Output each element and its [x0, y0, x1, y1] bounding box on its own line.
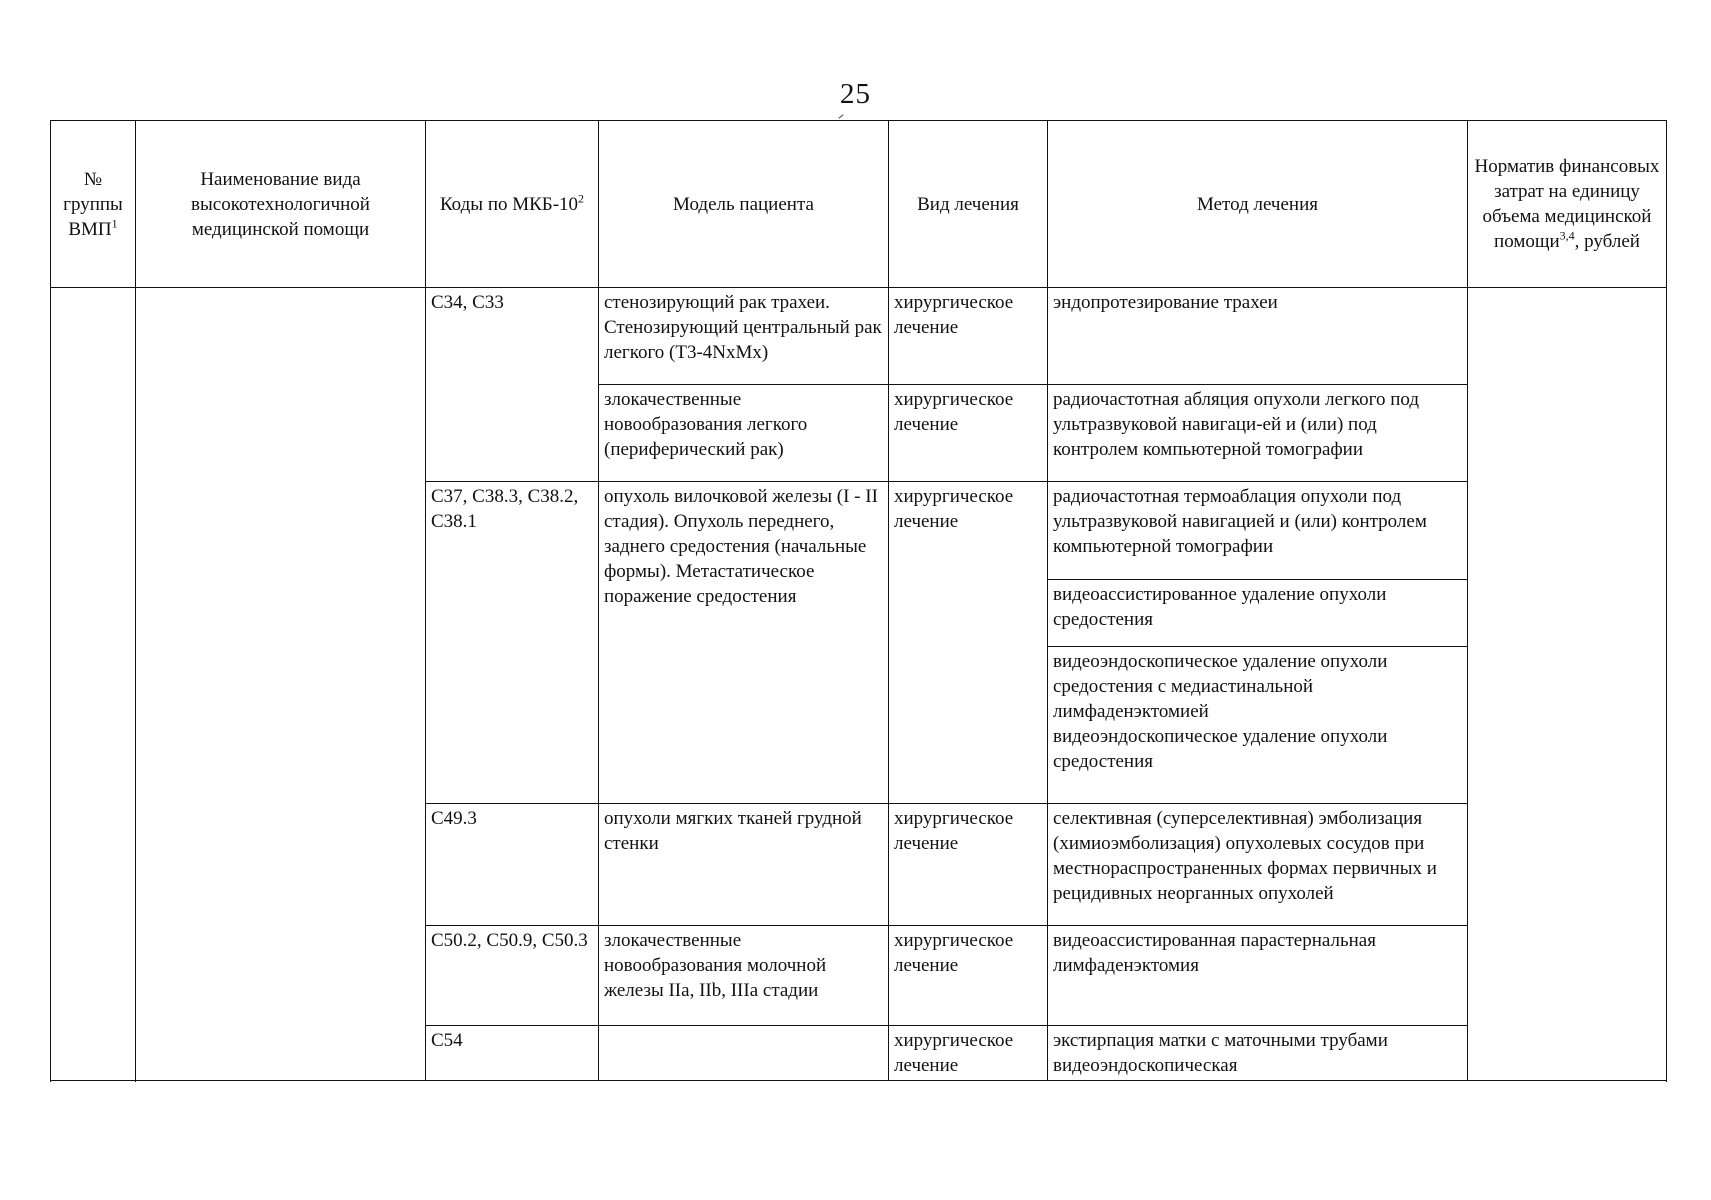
- treatment-method-cell: видеоэндоскопическое удаление опухоли средостения с медиастинальной лимфаденэктомией видеоэндоскопическое удаление опухоли средостения: [1048, 647, 1468, 804]
- icd-codes-cell: C34, C33: [426, 288, 599, 482]
- patient-model-cell: [599, 1026, 889, 1081]
- treatment-type-cell: хирургическое лечение: [889, 385, 1048, 482]
- treatment-type-cell: хирургическое лечение: [889, 926, 1048, 1026]
- treatment-method-cell: радиочастотная абляция опухоли легкого под ультразвуковой навигаци-ей и (или) под контролем компьютерной томографии: [1048, 385, 1468, 482]
- icd-codes-cell: C37, C38.3, C38.2, C38.1: [426, 482, 599, 804]
- treatment-type-cell: хирургическое лечение: [889, 288, 1048, 385]
- procedures-table: [50, 120, 1667, 1081]
- patient-model-cell: опухоли мягких тканей грудной стенки: [599, 804, 889, 926]
- group-no-cell: [51, 288, 136, 1081]
- header-cost-norm: Норматив финансовых затрат на единицу объема медицинской помощи$^{3,4}$, рублей: [1468, 121, 1667, 288]
- page-number: 25: [840, 78, 871, 110]
- treatment-method-cell: экстирпация матки с маточными трубами видеоэндоскопическая: [1048, 1026, 1468, 1081]
- type-name-cell: [136, 288, 426, 1081]
- treatment-type-cell: хирургическое лечение: [889, 482, 1048, 804]
- table-row: [51, 288, 1667, 385]
- header-icd-codes: Коды по МКБ-$10^2$: [426, 121, 599, 288]
- header-patient-model: Модель пациента: [599, 121, 889, 288]
- header-treatment-method: Метод лечения: [1048, 121, 1468, 288]
- icd-codes-cell: C54: [426, 1026, 599, 1081]
- treatment-method-cell: видеоассистированное удаление опухоли средостения: [1048, 580, 1468, 647]
- header-type-name: Наименование вида высокотехнологичной медицинской помощи: [136, 121, 426, 288]
- icd-codes-cell: C49.3: [426, 804, 599, 926]
- patient-model-cell: стенозирующий рак трахеи. Стенозирующий центральный рак легкого (T3-4NxMx): [599, 288, 889, 385]
- table-header-row: [51, 121, 1667, 288]
- treatment-method-cell: радиочастотная термоаблация опухоли под ультразвуковой навигацией и (или) контролем компьютерной томографии: [1048, 482, 1468, 580]
- page-number-mark: [838, 114, 843, 119]
- treatment-method-cell: видеоассистированная парастернальная лимфаденэктомия: [1048, 926, 1468, 1026]
- treatment-type-cell: хирургическое лечение: [889, 804, 1048, 926]
- header-group-no: № группы ВМП$^1$: [51, 121, 136, 288]
- treatment-method-cell: селективная (суперселективная) эмболизация (химиоэмболизация) опухолевых сосудов при местнораспространенных формах первичных и рецидивных неорганных опухолей: [1048, 804, 1468, 926]
- treatment-type-cell: хирургическое лечение: [889, 1026, 1048, 1081]
- treatment-method-cell: эндопротезирование трахеи: [1048, 288, 1468, 385]
- patient-model-cell: злокачественные новообразования легкого (периферический рак): [599, 385, 889, 482]
- patient-model-cell: злокачественные новообразования молочной железы IIa, IIb, IIIa стадии: [599, 926, 889, 1026]
- header-treatment-type: Вид лечения: [889, 121, 1048, 288]
- icd-codes-cell: C50.2, C50.9, C50.3: [426, 926, 599, 1026]
- cost-norm-cell: [1468, 288, 1667, 1081]
- patient-model-cell: опухоль вилочковой железы (I - II стадия). Опухоль переднего, заднего средостения (начальные формы). Метастатическое поражение средостения: [599, 482, 889, 804]
